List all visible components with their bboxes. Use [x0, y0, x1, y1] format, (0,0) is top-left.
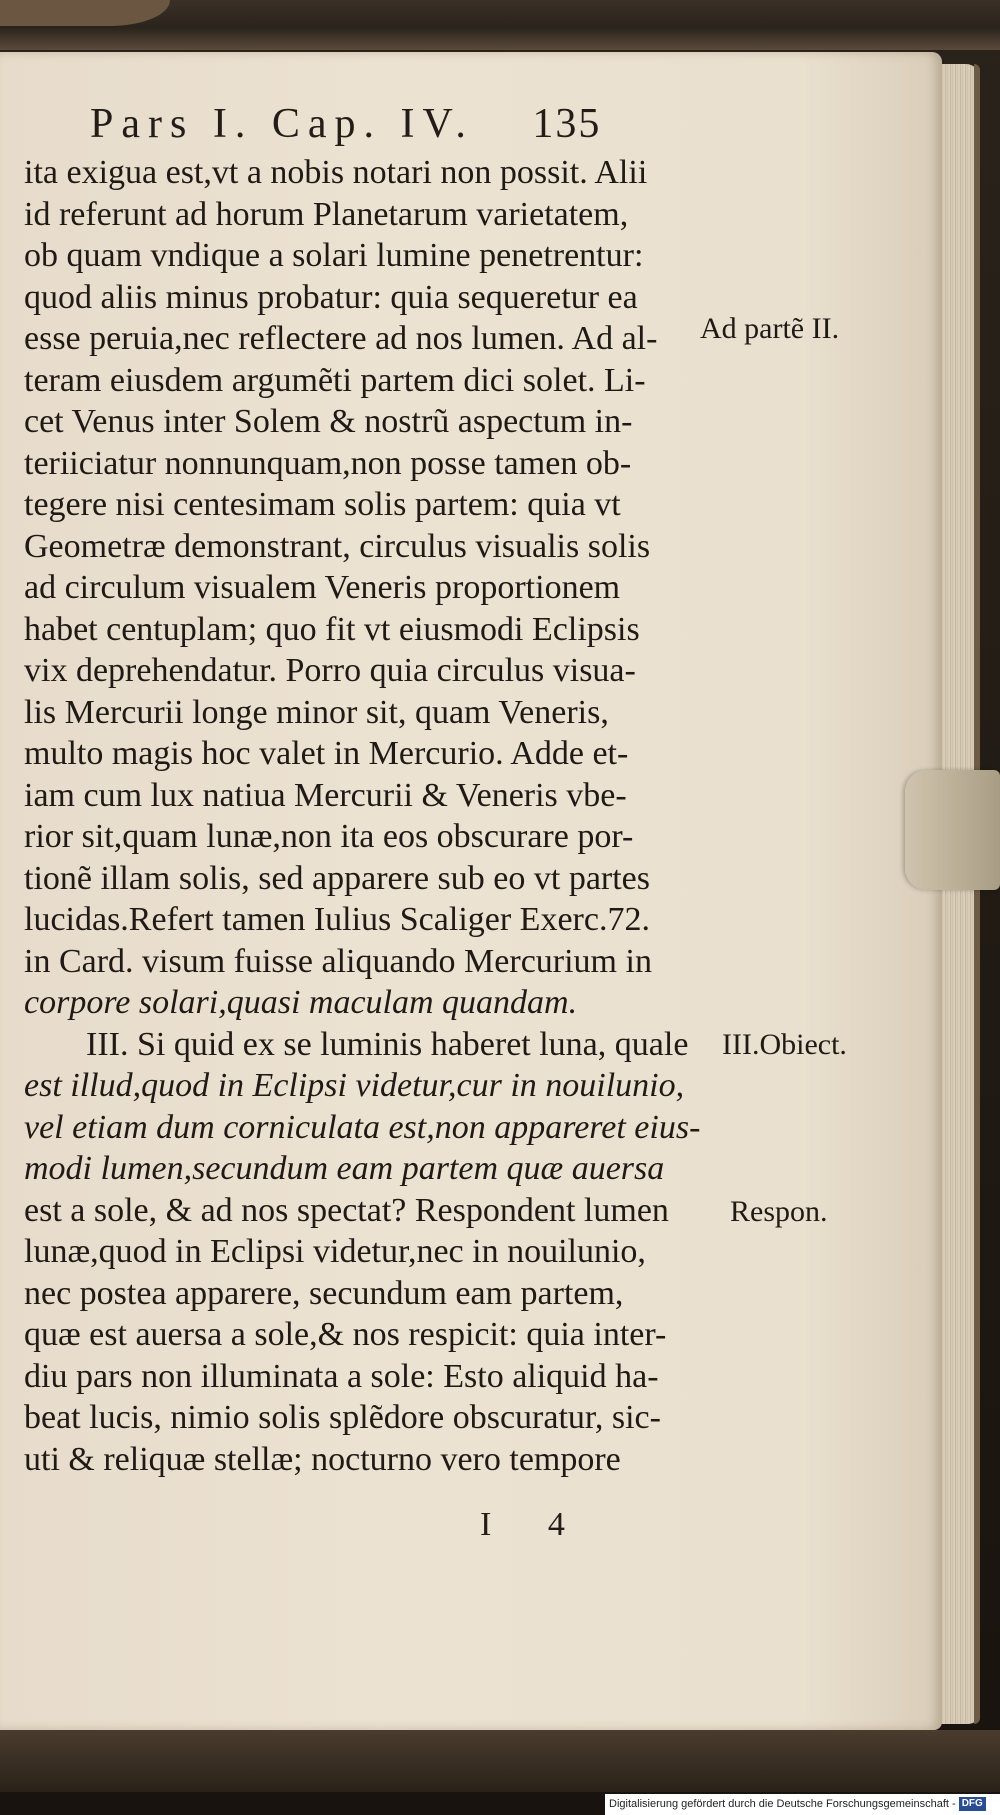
text-line: ad circulum visualem Veneris proportionem — [24, 569, 621, 606]
marginal-note-ad-partem: Ad partẽ II. — [700, 312, 840, 345]
text-line: quod aliis minus probatur: quia sequeretur ea — [24, 278, 638, 316]
text-line: Geometræ demonstrant, circulus visualis solis — [24, 527, 651, 565]
text-line: lis Mercurii longe minor sit, quam Veneris, — [24, 693, 609, 731]
text-line: beat lucis, nimio solis splẽdore obscuratur, sic- — [24, 1399, 661, 1436]
text-line: esse peruia,nec reflectere ad nos lumen. Ad al- — [24, 320, 658, 357]
text-line: est a sole, & ad nos spectat? Respondent lumen — [24, 1191, 669, 1229]
book-binding-top — [0, 0, 1000, 50]
text-line: multo magis hoc valet in Mercurio. Adde et- — [24, 735, 629, 772]
digitization-footer — [605, 1794, 1000, 1815]
running-head-title: Pars I. Cap. IV. — [90, 101, 474, 147]
footer-text: Digitalisierung gefördert durch die Deutsche Forschungsgemeinschaft - — [609, 1798, 956, 1810]
text-line: vix deprehendatur. Porro quia circulus visua- — [24, 652, 636, 689]
text-line: III. Si quid ex se luminis haberet luna, quale — [86, 1025, 689, 1063]
text-line: diu pars non illuminata a sole: Esto aliquid ha- — [24, 1357, 659, 1395]
text-line: cet Venus inter Solem & nostrũ aspectum in- — [24, 403, 633, 440]
text-line: uti & reliquæ stellæ; nocturno vero tempore — [24, 1440, 621, 1478]
text-line: tegere nisi centesimam solis partem: quia vt — [24, 486, 621, 523]
text-line: lunæ,quod in Eclipsi videtur,nec in nouilunio, — [24, 1233, 646, 1270]
text-line: teram eiusdem argumẽti partem dici solet. Li- — [24, 361, 646, 399]
text-line: modi lumen,secundum eam partem quæ auersa — [24, 1150, 665, 1187]
text-line: lucidas.Refert tamen Iulius Scaliger Exerc.72. — [24, 901, 650, 938]
text-line: rior sit,quam lunæ,non ita eos obscurare por- — [24, 818, 634, 855]
text-line: id referunt ad horum Planetarum varietatem, — [24, 195, 629, 233]
marginal-note-obiectio: III.Obiect. — [722, 1028, 847, 1061]
text-line: quæ est auersa a sole,& nos respicit: quia inter- — [24, 1316, 667, 1353]
text-line: habet centuplam; quo fit vt eiusmodi Eclipsis — [24, 610, 640, 648]
marginal-note-responsio: Respon. — [730, 1195, 828, 1228]
dfg-logo: DFG — [959, 1797, 986, 1811]
book-binding-bottom — [0, 1730, 1000, 1792]
page-number: 135 — [532, 101, 602, 147]
body-text — [24, 152, 724, 1480]
text-line: tionẽ illam solis, sed apparere sub eo vt partes — [24, 859, 650, 897]
text-line: teriiciatur nonnunquam,non posse tamen ob- — [24, 444, 632, 482]
page-edges — [936, 64, 980, 1724]
ribbon-bookmark — [905, 770, 1000, 890]
text-line: ob quam vndique a solari lumine penetrentur: — [24, 237, 644, 274]
text-line: corpore solari,quasi maculam quandam. — [24, 984, 578, 1021]
text-line: vel etiam dum corniculata est,non appareret eius- — [24, 1108, 701, 1146]
signature-mark: I 4 — [480, 1506, 589, 1543]
text-line: est illud,quod in Eclipsi videtur,cur in nouilunio, — [24, 1067, 685, 1104]
text-line: in Card. visum fuisse aliquando Mercurium in — [24, 942, 652, 980]
text-line: ita exigua est,vt a nobis notari non possit. Alii — [24, 154, 648, 191]
running-head — [90, 100, 730, 150]
text-line: iam cum lux natiua Mercurii & Veneris vbe- — [24, 776, 627, 814]
text-line: nec postea apparere, secundum eam partem, — [24, 1274, 624, 1312]
